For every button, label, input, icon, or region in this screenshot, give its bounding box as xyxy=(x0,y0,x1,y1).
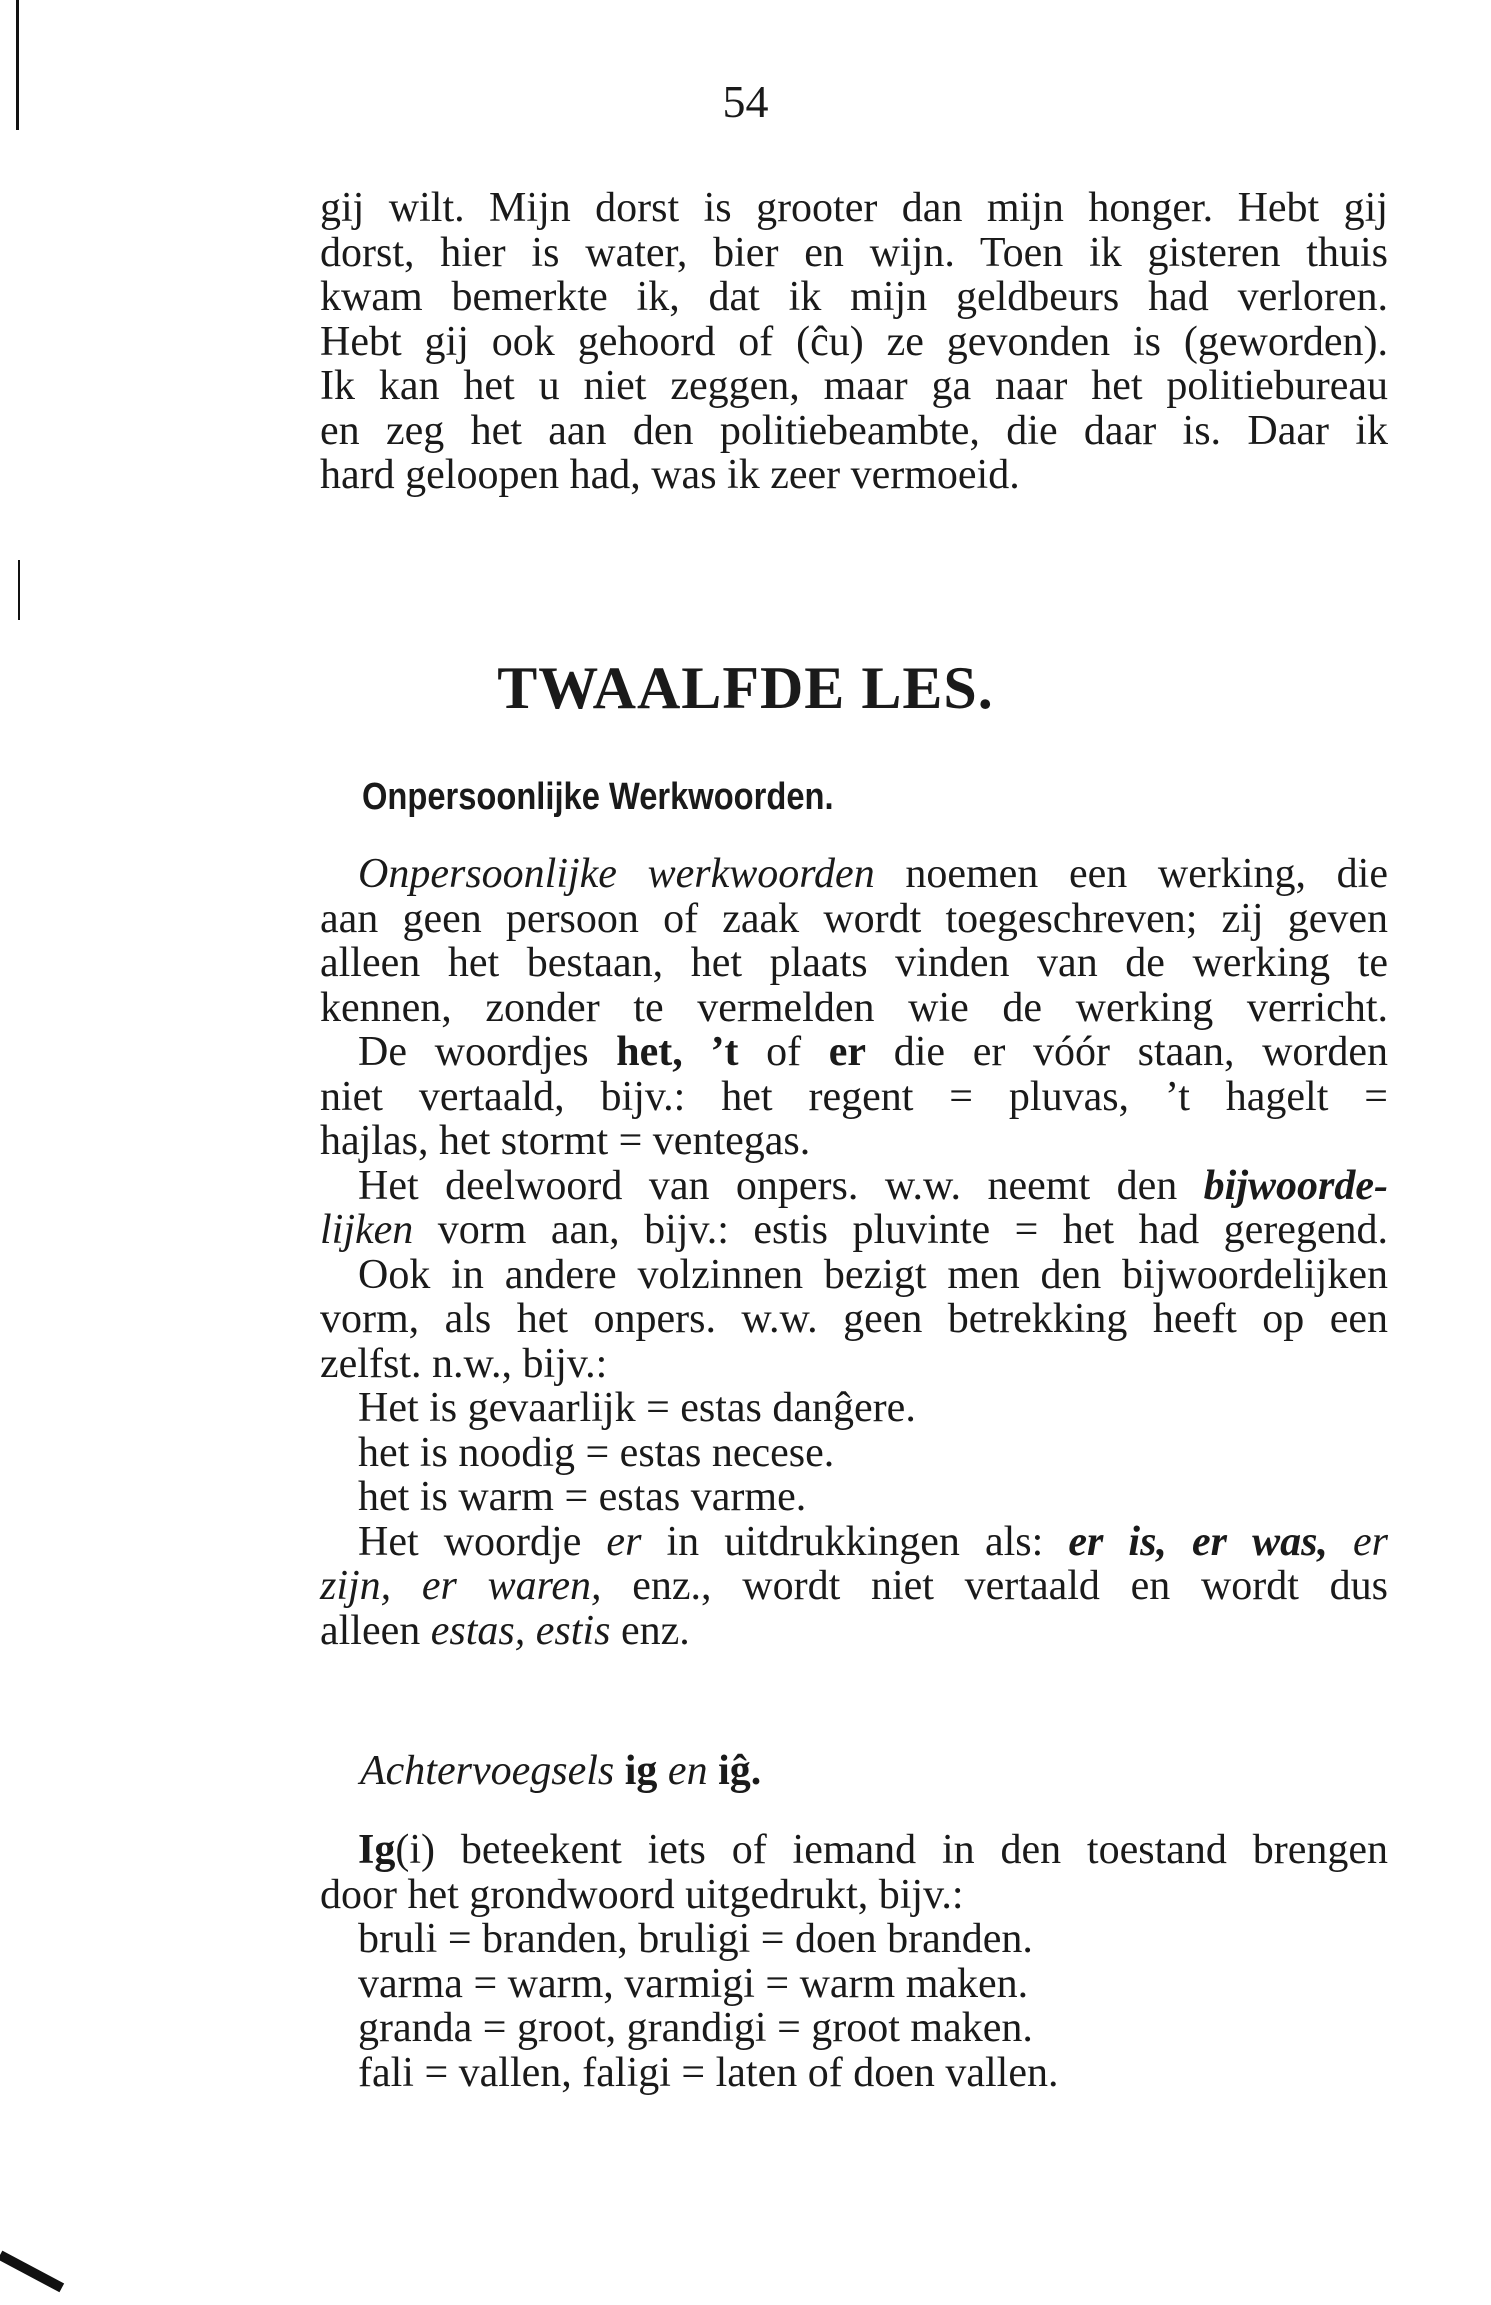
p5-zijn: zijn, xyxy=(320,1563,392,1609)
p5-estas: estas, xyxy=(430,1607,526,1654)
intro-paragraph xyxy=(320,186,1388,498)
suffix-body xyxy=(320,1828,1388,2095)
p5-enz: enz. xyxy=(620,1607,690,1654)
p5-er2: er xyxy=(1353,1518,1389,1565)
example-line: het is warm = estas varme. xyxy=(358,1474,807,1520)
example-line: Het is gevaarlijk = estas danĝere. xyxy=(358,1385,916,1431)
p3-term-cont: lijken xyxy=(320,1207,414,1253)
p2-het: het, xyxy=(616,1029,683,1075)
p3-text: Het deelwoord van onpers. w.w. neemt den xyxy=(358,1162,1178,1209)
paragraph5-line1 xyxy=(320,1520,1388,1565)
suffix-example: granda = groot, grandigi = groot maken. xyxy=(358,2005,1033,2051)
suffix-en: en xyxy=(667,1748,708,1794)
p2-t: ’t xyxy=(710,1029,739,1075)
term-onpersoonlijke-werkwoorden: Onpersoonlijke werkwoorden xyxy=(358,851,875,897)
example-line: het is noodig = estas necese. xyxy=(358,1429,835,1476)
intro-line: kwam bemerkte ik, dat ik mijn geldbeurs had verloren. xyxy=(320,274,1388,320)
intro-line: dorst, hier is water, bier en wijn. Toen ik gisteren thuis xyxy=(320,229,1388,276)
paragraph1-line1 xyxy=(320,852,1388,897)
suffix-ig: ig xyxy=(624,1748,658,1794)
suffix-example: bruli = branden, bruligi = doen branden. xyxy=(358,1916,1033,1962)
p2-rest: die er vóór staan, worden xyxy=(893,1029,1389,1075)
intro-line: Ik kan het u niet zeggen, maar ga naar het politiebureau xyxy=(320,363,1388,409)
p5-alleen: alleen xyxy=(320,1607,421,1654)
paragraph5-line3 xyxy=(320,1609,1388,1654)
p5-text: Het woordje xyxy=(358,1518,582,1565)
intro-line: en zeg het aan den politiebeambte, die daar is. Daar ik xyxy=(320,407,1388,454)
paragraph4-line: zelfst. n.w., bijv.: xyxy=(320,1340,608,1387)
p2-text: De woordjes xyxy=(358,1029,589,1075)
page-number: 54 xyxy=(722,76,769,127)
scan-edge-mark-mid xyxy=(18,560,20,620)
suffix-line1-rest: beteekent iets of iemand in den toestand brengen xyxy=(460,1827,1388,1873)
suffix-line2: door het grondwoord uitgedrukt, bijv.: xyxy=(320,1871,964,1918)
suffix-term-ig: Ig xyxy=(358,1827,396,1873)
paragraph1-line1-rest: noemen een werking, die xyxy=(905,851,1388,897)
intro-line: gij wilt. Mijn dorst is grooter dan mijn honger. Hebt gij xyxy=(320,185,1388,231)
p5-er-waren: er waren, xyxy=(421,1563,602,1609)
suffix-line1 xyxy=(320,1828,1388,1873)
paragraph4-line: Ook in andere volzinnen bezigt men den bijwoordelijken xyxy=(358,1251,1388,1298)
suffix-example: varma = warm, varmigi = warm maken. xyxy=(358,1960,1029,2007)
paragraph1-line: alleen het bestaan, het plaats vinden van de werking te xyxy=(320,940,1388,986)
lesson-title: TWAALFDE LES. xyxy=(497,655,994,721)
suffix-ig2: iĝ. xyxy=(718,1748,762,1794)
p2-er: er xyxy=(828,1029,867,1075)
suffix-example: fali = vallen, faligi = laten of doen vallen. xyxy=(358,2049,1059,2096)
paragraph1-line: kennen, zonder te vermelden wie de werking verricht. xyxy=(320,984,1388,1031)
p5-er-is: er is, xyxy=(1068,1518,1167,1565)
paragraph4-line: vorm, als het onpers. w.w. geen betrekking heeft op een xyxy=(320,1296,1388,1342)
paragraph2-line2: niet vertaald, bijv.: het regent = pluvas, ’t hagelt = xyxy=(320,1073,1388,1120)
section-title: Onpersoonlijke Werkwoorden. xyxy=(362,776,834,818)
paragraph5-line2 xyxy=(320,1564,1388,1609)
p5-er-was: er was, xyxy=(1192,1518,1328,1565)
p2-of: of xyxy=(766,1029,802,1075)
p5-rest: enz., wordt niet vertaald en wordt dus xyxy=(632,1563,1388,1609)
p3-rest: vorm aan, bijv.: estis pluvinte = het had geregend. xyxy=(437,1207,1389,1253)
paragraph1-line: aan geen persoon of zaak wordt toegeschreven; zij geven xyxy=(320,895,1388,942)
paragraph2-line1 xyxy=(320,1030,1388,1075)
p5-estis: estis xyxy=(535,1607,611,1654)
lesson-body xyxy=(320,852,1388,1653)
paragraph3-line1 xyxy=(320,1164,1388,1209)
suffix-term-i: (i) xyxy=(395,1827,436,1873)
suffix-heading-a: Achtervoegsels xyxy=(360,1748,615,1794)
suffix-heading xyxy=(360,1746,761,1796)
p5-er: er xyxy=(606,1518,642,1565)
scan-corner-mark xyxy=(0,2251,64,2293)
intro-line: hard geloopen had, was ik zeer vermoeid. xyxy=(320,452,1020,498)
paragraph3-line2 xyxy=(320,1208,1388,1253)
paragraph2-line3: hajlas, het stormt = ventegas. xyxy=(320,1118,811,1164)
p3-term: bijwoorde- xyxy=(1203,1162,1388,1209)
intro-line: Hebt gij ook gehoord of (ĉu) ze gevonden is (geworden). xyxy=(320,318,1388,365)
p5-text-b: in uitdrukkingen als: xyxy=(666,1518,1044,1565)
